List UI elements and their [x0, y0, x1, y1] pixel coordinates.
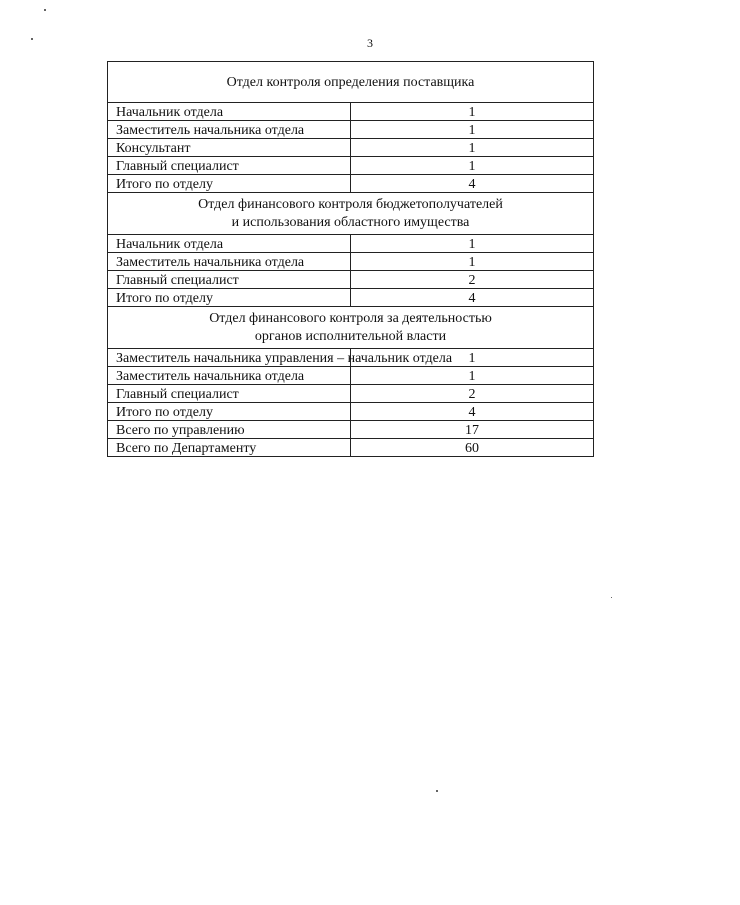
- position-cell: Всего по Департаменту: [108, 439, 351, 457]
- section-title-line: органов исполнительной власти: [254, 328, 447, 344]
- count-cell: 4: [351, 175, 594, 193]
- table-row: [108, 103, 594, 121]
- count-cell: 1: [351, 367, 594, 385]
- total-row: [108, 421, 594, 439]
- section-title: [108, 307, 594, 349]
- scan-speck: [44, 9, 46, 11]
- count-cell: 1: [351, 157, 594, 175]
- count-cell: 1: [351, 139, 594, 157]
- position-cell: Всего по управлению: [108, 421, 351, 439]
- section-title-line: Отдел контроля определения поставщика: [226, 74, 475, 90]
- table-row: [108, 121, 594, 139]
- table-row: [108, 385, 594, 403]
- section-title-line: Отдел финансового контроля бюджетополучателей: [198, 196, 503, 212]
- subtotal-row: [108, 175, 594, 193]
- position-cell: Итого по отделу: [108, 403, 351, 421]
- count-cell: 2: [351, 385, 594, 403]
- count-cell: 1: [351, 349, 594, 367]
- subtotal-row: [108, 403, 594, 421]
- scan-speck: [611, 597, 612, 598]
- scan-speck: [31, 38, 33, 40]
- position-cell: Заместитель начальника отдела: [108, 121, 351, 139]
- table-row: [108, 139, 594, 157]
- position-cell: Заместитель начальника управления – начальник отдела: [108, 349, 351, 367]
- subtotal-row: [108, 289, 594, 307]
- position-cell: Консультант: [108, 139, 351, 157]
- table-row: [108, 349, 594, 367]
- position-cell: Начальник отдела: [108, 103, 351, 121]
- count-cell: 60: [351, 439, 594, 457]
- position-cell: Начальник отдела: [108, 235, 351, 253]
- section-title: [108, 193, 594, 235]
- count-cell: 2: [351, 271, 594, 289]
- scan-speck: [436, 790, 438, 792]
- count-cell: 4: [351, 289, 594, 307]
- section-header-row: [108, 193, 594, 235]
- table-row: [108, 271, 594, 289]
- position-cell: Главный специалист: [108, 385, 351, 403]
- position-cell: Главный специалист: [108, 271, 351, 289]
- total-row: [108, 439, 594, 457]
- page-number: 3: [367, 36, 373, 50]
- position-cell: Итого по отделу: [108, 289, 351, 307]
- table-row: [108, 157, 594, 175]
- position-cell: Заместитель начальника отдела: [108, 253, 351, 271]
- position-cell: Главный специалист: [108, 157, 351, 175]
- section-title-line: и использования областного имущества: [231, 214, 470, 230]
- section-title-line: Отдел финансового контроля за деятельностью: [209, 310, 492, 326]
- table-row: [108, 235, 594, 253]
- section-title: [108, 62, 594, 103]
- section-header-row: [108, 307, 594, 349]
- table-row: [108, 367, 594, 385]
- count-cell: 1: [351, 253, 594, 271]
- count-cell: 1: [351, 103, 594, 121]
- count-cell: 4: [351, 403, 594, 421]
- count-cell: 1: [351, 235, 594, 253]
- staffing-table: [107, 61, 594, 457]
- table-row: [108, 253, 594, 271]
- position-cell: Заместитель начальника отдела: [108, 367, 351, 385]
- count-cell: 1: [351, 121, 594, 139]
- section-header-row: [108, 62, 594, 103]
- count-cell: 17: [351, 421, 594, 439]
- position-cell: Итого по отделу: [108, 175, 351, 193]
